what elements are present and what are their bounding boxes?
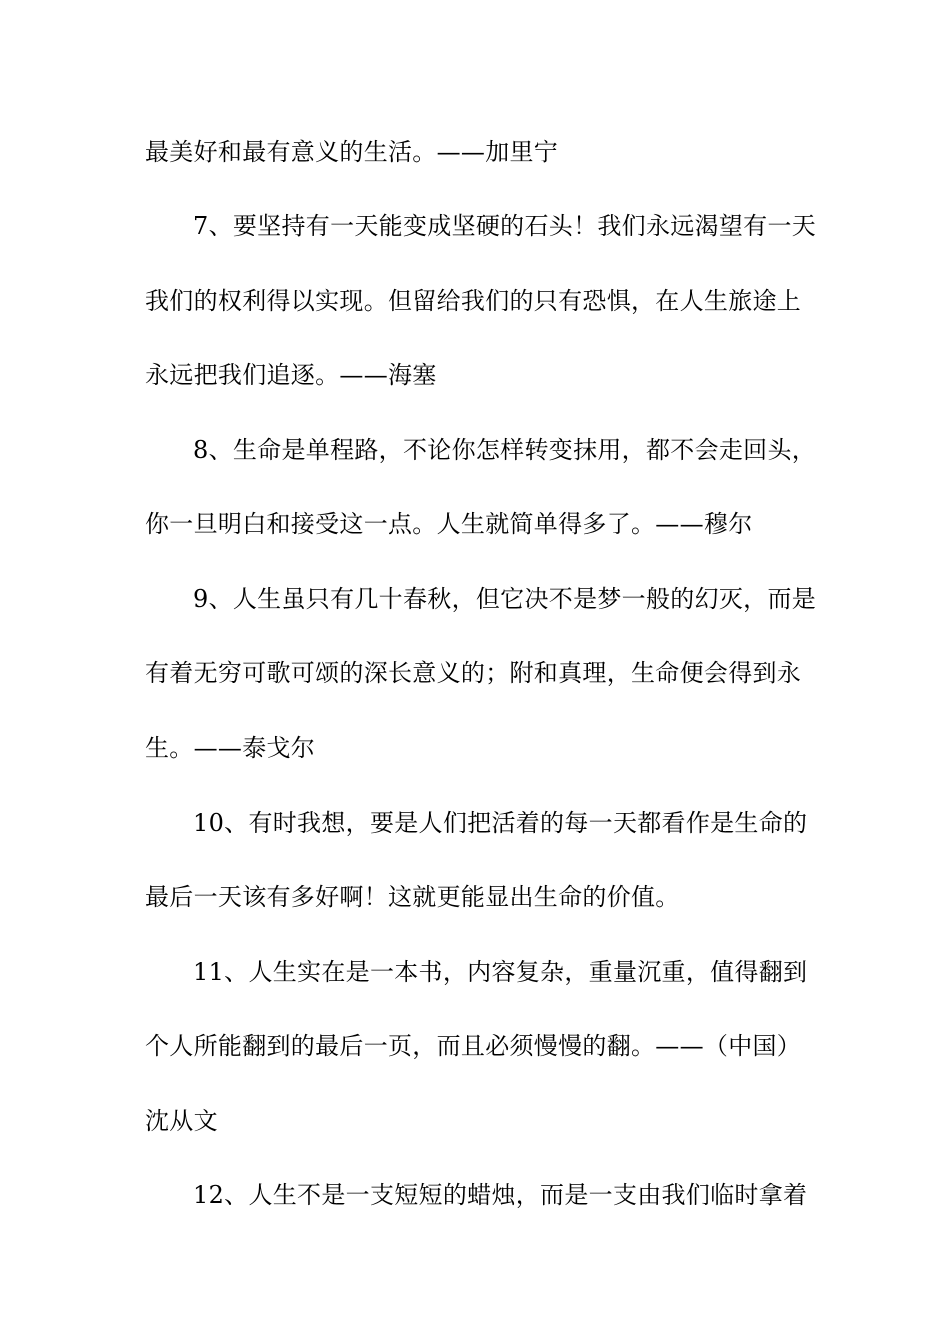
text-line: 7、要坚持有一天能变成坚硬的石头！我们永远渴望有一天 xyxy=(193,212,817,240)
text-line: 有着无穷可歌可颂的深长意义的；附和真理，生命便会得到永 xyxy=(145,659,802,687)
text-line: 10、有时我想，要是人们把活着的每一天都看作是生命的 xyxy=(193,809,808,837)
text-line: 沈从文 xyxy=(145,1107,218,1135)
text-line: 11、人生实在是一本书，内容复杂，重量沉重，值得翻到 xyxy=(193,958,808,986)
text-line: 我们的权利得以实现。但留给我们的只有恐惧，在人生旅途上 xyxy=(145,287,802,315)
text-line: 最美好和最有意义的生活。——加里宁 xyxy=(145,138,559,166)
text-line: 你一旦明白和接受这一点。人生就简单得多了。——穆尔 xyxy=(145,510,753,538)
text-line: 8、生命是单程路，不论你怎样转变抹用，都不会走回头， xyxy=(193,436,817,464)
text-line: 生。——泰戈尔 xyxy=(145,734,316,762)
text-line: 个人所能翻到的最后一页，而且必须慢慢的翻。——（中国） xyxy=(145,1032,802,1060)
text-line: 永远把我们追逐。——海塞 xyxy=(145,361,437,389)
text-line: 12、人生不是一支短短的蜡烛，而是一支由我们临时拿着 xyxy=(193,1181,808,1209)
text-line: 最后一天该有多好啊！这就更能显出生命的价值。 xyxy=(145,883,680,911)
text-line: 9、人生虽只有几十春秋，但它决不是梦一般的幻灭，而是 xyxy=(193,585,817,613)
